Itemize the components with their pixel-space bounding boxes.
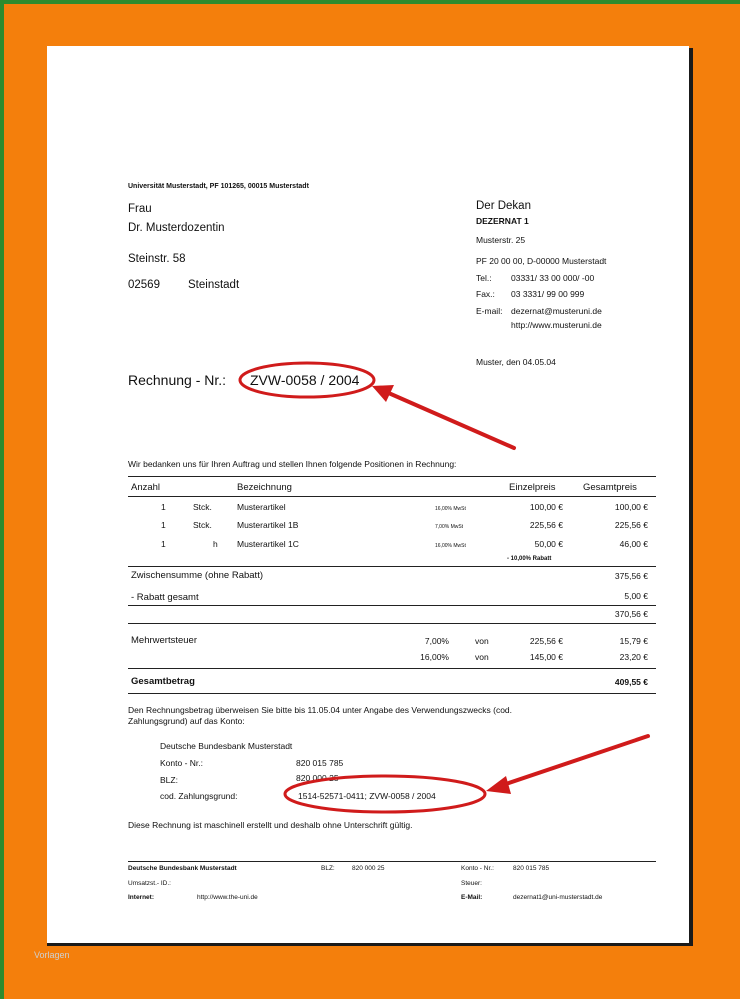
- issuer-title: Der Dekan: [476, 200, 531, 212]
- row-unit: Stck.: [193, 502, 212, 512]
- payment-text-2: Zahlungsgrund) auf das Konto:: [128, 716, 245, 726]
- row-total: 225,56 €: [614, 520, 648, 530]
- account-value: 820 015 785: [296, 758, 344, 768]
- watermark: Vorlagen: [34, 950, 70, 960]
- discount-label: - Rabatt gesamt: [131, 592, 199, 603]
- place-date: Muster, den 04.05.04: [476, 357, 556, 367]
- recipient-city: Steinstadt: [188, 279, 240, 291]
- intro-text: Wir bedanken uns für Ihren Auftrag und stellen Ihnen folgende Positionen in Rechnung:: [128, 459, 457, 469]
- row-tax: 16,00% MwSt: [435, 543, 466, 549]
- footer-rule: [128, 861, 656, 862]
- table-rule: [128, 476, 656, 477]
- subtotal-value: 375,56 €: [614, 571, 648, 581]
- footer-internet-label: Internet:: [128, 894, 154, 901]
- table-rule: [128, 566, 656, 567]
- table-rule: [128, 668, 656, 669]
- row-desc: Musterartikel 1C: [237, 539, 299, 549]
- footer-blz-label: BLZ:: [321, 865, 335, 872]
- vat-of: von: [475, 636, 489, 646]
- header-unit-price: Einzelpreis: [509, 482, 556, 493]
- issuer-email: dezernat@musteruni.de: [511, 306, 602, 316]
- issuer-tel: 03331/ 33 00 000/ -00: [511, 273, 595, 283]
- row-unit: Stck.: [193, 520, 212, 530]
- vat-base: 145,00 €: [529, 652, 563, 662]
- total-label: Gesamtbetrag: [131, 676, 195, 687]
- table-rule: [128, 693, 656, 694]
- header-desc: Bezeichnung: [237, 482, 292, 493]
- issuer-street: Musterstr. 25: [476, 235, 526, 245]
- vat-rate: 16,00%: [420, 652, 449, 662]
- footer-account: 820 015 785: [513, 865, 550, 872]
- vat-base: 225,56 €: [529, 636, 563, 646]
- email-label: E-mail:: [476, 306, 503, 316]
- paper-shadow: [47, 943, 693, 946]
- subtotal-label: Zwischensumme (ohne Rabatt): [131, 570, 263, 581]
- sender-line: Universität Musterstadt, PF 101265, 00015 Musterstadt: [128, 183, 309, 190]
- recipient-zip: 02569: [128, 279, 160, 291]
- row-tax: 7,00% MwSt: [435, 524, 464, 530]
- row-qty: 1: [161, 502, 166, 512]
- footer-bank: Deutsche Bundesbank Musterstadt: [128, 865, 237, 872]
- invoice-label: Rechnung - Nr.:: [128, 372, 227, 388]
- issuer-fax: 03 3331/ 99 00 999: [511, 289, 585, 299]
- paper-shadow: [689, 48, 693, 945]
- discount-value: 5,00 €: [624, 591, 648, 601]
- header-qty: Anzahl: [131, 482, 161, 493]
- net-value: 370,56 €: [614, 609, 648, 619]
- table-rule: [128, 496, 656, 497]
- footer-blz: 820 000 25: [352, 865, 385, 872]
- vat-rate: 7,00%: [424, 636, 449, 646]
- table-rule: [128, 623, 656, 624]
- tel-label: Tel.:: [476, 273, 492, 283]
- invoice-page: [47, 46, 689, 943]
- reason-value: 1514-52571-0411; ZVW-0058 / 2004: [298, 791, 436, 801]
- reason-label: cod. Zahlungsgrund:: [160, 791, 238, 801]
- blz-value: 820 000 25: [296, 773, 339, 783]
- row-price: 100,00 €: [529, 502, 563, 512]
- row-desc: Musterartikel: [237, 502, 286, 512]
- blz-label: BLZ:: [160, 775, 178, 785]
- invoice-number: ZVW-0058 / 2004: [250, 372, 360, 388]
- machine-note: Diese Rechnung ist maschinell erstellt und deshalb ohne Unterschrift gültig.: [128, 820, 413, 830]
- footer-vat-id-label: Umsatzst.- ID.:: [128, 880, 171, 887]
- recipient-salutation: Frau: [128, 203, 152, 215]
- row-total: 46,00 €: [619, 539, 648, 549]
- bank-name: Deutsche Bundesbank Musterstadt: [160, 741, 293, 751]
- footer-email-label: E-Mail:: [461, 894, 483, 901]
- fax-label: Fax.:: [476, 289, 495, 299]
- row-total: 100,00 €: [614, 502, 648, 512]
- row-tax: 16,00% MwSt: [435, 506, 466, 512]
- issuer-department: DEZERNAT 1: [476, 216, 529, 226]
- row-price: 225,56 €: [529, 520, 563, 530]
- payment-text-1: Den Rechnungsbetrag überweisen Sie bitte bis 11.05.04 unter Angabe des Verwendungszwecks (cod.: [128, 705, 513, 715]
- account-label: Konto - Nr.:: [160, 758, 203, 768]
- vat-of: von: [475, 652, 489, 662]
- row-desc: Musterartikel 1B: [237, 520, 299, 530]
- footer-tax-label: Steuer:: [461, 880, 482, 887]
- row-qty: 1: [161, 520, 166, 530]
- table-rule: [128, 605, 656, 606]
- footer-email: dezernat1@uni-musterstadt.de: [513, 894, 603, 901]
- vat-label: Mehrwertsteuer: [131, 635, 197, 646]
- issuer-web: http://www.musteruni.de: [511, 320, 602, 330]
- row-price: 50,00 €: [534, 539, 563, 549]
- row-qty: 1: [161, 539, 166, 549]
- issuer-pf: PF 20 00 00, D-00000 Musterstadt: [476, 256, 607, 266]
- vat-amount: 15,79 €: [619, 636, 648, 646]
- discount-note: - 10,00% Rabatt: [507, 556, 552, 562]
- row-unit: h: [213, 539, 218, 549]
- recipient-street: Steinstr. 58: [128, 253, 186, 265]
- footer-internet: http://www.the-uni.de: [197, 894, 258, 901]
- footer-account-label: Konto - Nr.:: [461, 865, 494, 872]
- vat-amount: 23,20 €: [619, 652, 648, 662]
- total-value: 409,55 €: [614, 677, 648, 687]
- recipient-name: Dr. Musterdozentin: [128, 222, 225, 234]
- header-total: Gesamtpreis: [583, 482, 637, 493]
